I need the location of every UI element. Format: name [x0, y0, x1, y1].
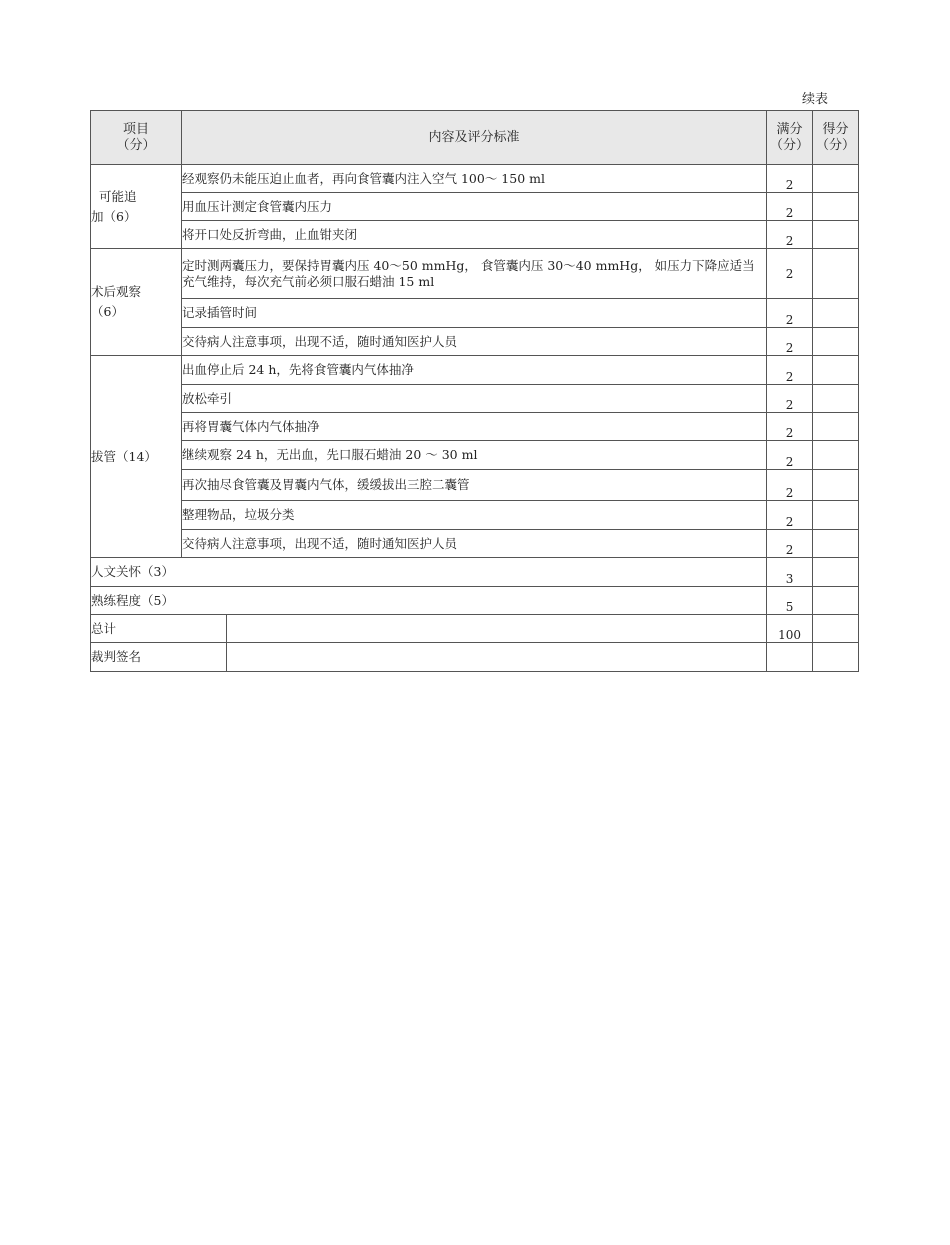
group-item-label: 术后观察: [91, 284, 142, 299]
group-item-cell: [91, 249, 182, 356]
content-cell: 将开口处反折弯曲，止血钳夹闭: [182, 221, 767, 249]
full-score-cell: 2: [767, 249, 813, 299]
proficiency-row: [91, 587, 859, 615]
score-input-cell[interactable]: [813, 441, 859, 470]
group-item-score: 加（6）: [91, 208, 137, 224]
content-cell: 交待病人注意事项，出现不适，随时通知医护人员: [182, 328, 767, 356]
total-row: [91, 615, 859, 643]
referee-label: 裁判签名: [91, 643, 227, 672]
full-score-cell: 2: [767, 356, 813, 385]
score-input-cell[interactable]: [813, 558, 859, 587]
table-row: [91, 413, 859, 441]
referee-signature-cell[interactable]: [227, 643, 767, 672]
referee-full-cell: [767, 643, 813, 672]
content-cell: 经观察仍未能压迫止血者，再向食管囊内注入空气 100～ 150 ml: [182, 165, 767, 193]
group-item-label: 可能追: [99, 188, 137, 204]
referee-row: [91, 643, 859, 672]
score-input-cell[interactable]: [813, 221, 859, 249]
group-item-score: （6）: [91, 304, 124, 319]
score-input-cell[interactable]: [813, 413, 859, 441]
group-item-cell: [91, 356, 182, 558]
total-label: 总计: [91, 615, 227, 643]
header-item-label: 项目: [122, 121, 149, 137]
full-score-cell: 2: [767, 441, 813, 470]
total-score-input[interactable]: [813, 615, 859, 643]
total-blank-cell[interactable]: [227, 615, 767, 643]
full-score-cell: 2: [767, 328, 813, 356]
full-score-cell: 2: [767, 501, 813, 530]
score-input-cell[interactable]: [813, 470, 859, 501]
full-score-cell: 3: [767, 558, 813, 587]
content-cell: 放松牵引: [182, 385, 767, 413]
table-row: [91, 530, 859, 558]
content-cell: 定时测两囊压力，要保持胃囊内压 40～50 mmHg， 食管囊内压 30～40 mmHg， 如压力下降应适当充气维持，每次充气前必须口服石蜡油 15 ml: [182, 249, 767, 299]
content-cell: 再将胃囊气体内气体抽净: [182, 413, 767, 441]
header-item-unit: （分）: [116, 137, 156, 153]
full-score-cell: 2: [767, 470, 813, 501]
full-score-cell: 2: [767, 413, 813, 441]
header-got: [813, 111, 859, 165]
full-score-cell: 2: [767, 530, 813, 558]
scoring-table: [90, 110, 859, 672]
score-input-cell[interactable]: [813, 193, 859, 221]
header-content: 内容及评分标准: [182, 111, 767, 165]
content-cell: 交待病人注意事项，出现不适，随时通知医护人员: [182, 530, 767, 558]
humanistic-label: 人文关怀（3）: [91, 558, 767, 587]
header-item: [91, 111, 182, 165]
content-cell: 继续观察 24 h，无出血，先口服石蜡油 20 ～ 30 ml: [182, 441, 767, 470]
full-score-cell: 5: [767, 587, 813, 615]
content-cell: 用血压计测定食管囊内压力: [182, 193, 767, 221]
table-row: [91, 470, 859, 501]
table-row: [91, 249, 859, 299]
content-cell: 记录插管时间: [182, 299, 767, 328]
group-item-label: 拔管（14）: [91, 448, 157, 464]
table-row: [91, 328, 859, 356]
score-input-cell[interactable]: [813, 587, 859, 615]
humanistic-row: [91, 558, 859, 587]
score-input-cell[interactable]: [813, 385, 859, 413]
table-row: [91, 193, 859, 221]
header-row: [91, 111, 859, 165]
table-row: [91, 221, 859, 249]
continued-label: 续表: [802, 92, 829, 107]
score-input-cell[interactable]: [813, 249, 859, 299]
referee-score-cell[interactable]: [813, 643, 859, 672]
content-cell: 再次抽尽食管囊及胃囊内气体，缓缓拔出三腔二囊管: [182, 470, 767, 501]
proficiency-label: 熟练程度（5）: [91, 587, 767, 615]
table-row: [91, 385, 859, 413]
total-full-score: 100: [767, 615, 813, 643]
score-input-cell[interactable]: [813, 165, 859, 193]
content-cell: 出血停止后 24 h，先将食管囊内气体抽净: [182, 356, 767, 385]
full-score-cell: 2: [767, 193, 813, 221]
table-row: [91, 165, 859, 193]
full-score-cell: 2: [767, 165, 813, 193]
header-got-label: 得分: [822, 121, 849, 137]
table-row: [91, 501, 859, 530]
score-input-cell[interactable]: [813, 328, 859, 356]
table-row: [91, 299, 859, 328]
group-item-cell: [91, 165, 182, 249]
score-input-cell[interactable]: [813, 501, 859, 530]
header-full-unit: （分）: [770, 137, 810, 153]
header-got-unit: （分）: [816, 137, 856, 153]
header-full: [767, 111, 813, 165]
full-score-cell: 2: [767, 221, 813, 249]
score-input-cell[interactable]: [813, 530, 859, 558]
score-input-cell[interactable]: [813, 299, 859, 328]
score-input-cell[interactable]: [813, 356, 859, 385]
full-score-cell: 2: [767, 385, 813, 413]
table-row: [91, 441, 859, 470]
full-score-cell: 2: [767, 299, 813, 328]
header-full-label: 满分: [776, 121, 803, 137]
table-row: [91, 356, 859, 385]
content-cell: 整理物品，垃圾分类: [182, 501, 767, 530]
